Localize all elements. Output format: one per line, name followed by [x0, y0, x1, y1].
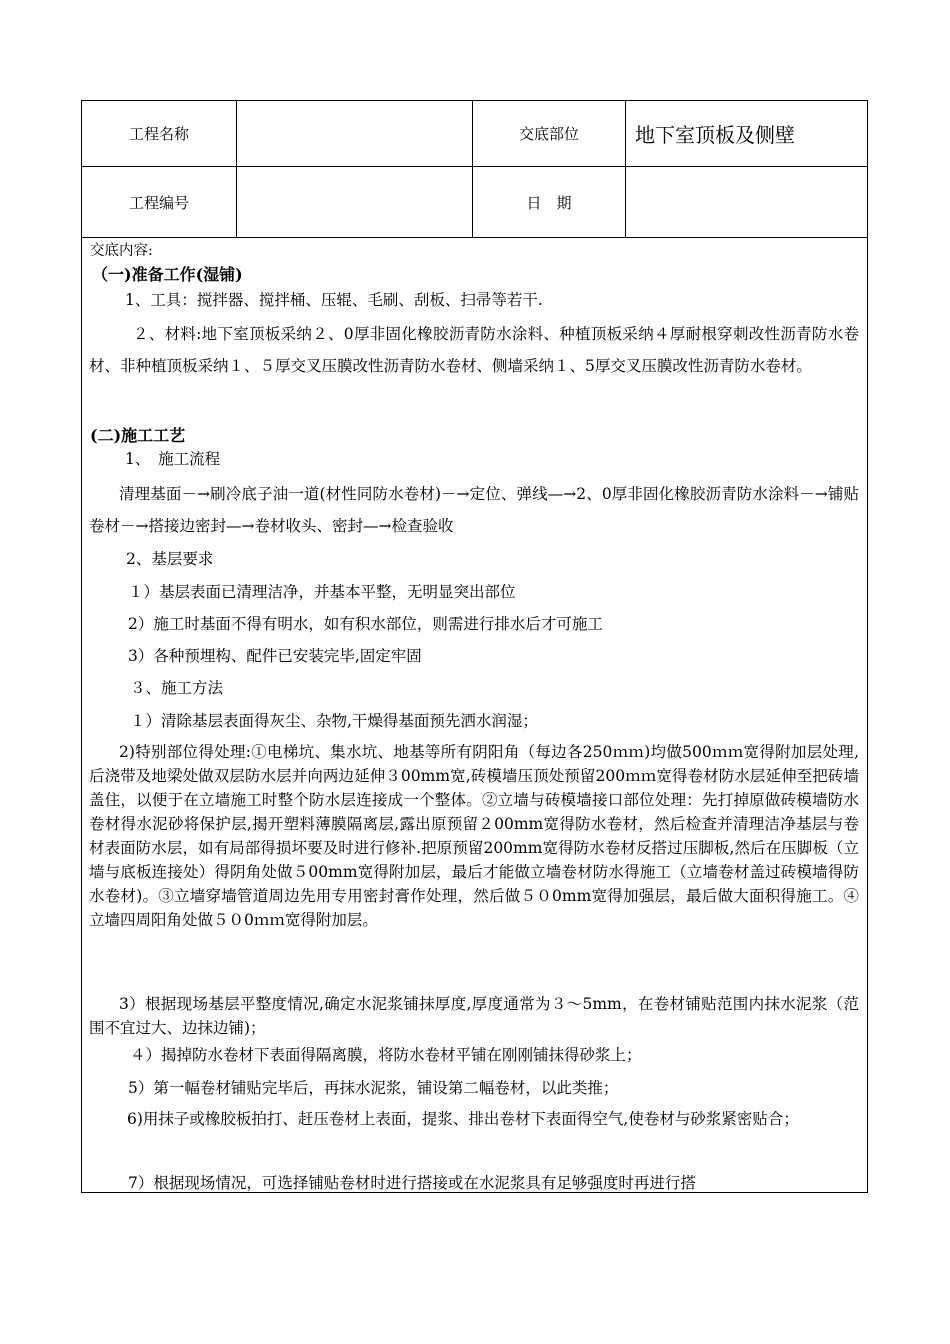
location-label: 交底部位	[518, 125, 579, 143]
base-item-2: 2）施工时基面不得有明水，如有积水部位，则需进行排水后才可施工	[128, 615, 603, 633]
disclosure-form	[81, 100, 868, 1193]
section-1-title: （一)准备工作(湿铺)	[92, 265, 243, 284]
disclosure-content	[82, 238, 867, 1192]
method-item-5: 5）第一幅卷材铺贴完毕后，再抹水泥浆，铺设第二幅卷材，以此类推；	[128, 1079, 619, 1097]
date-value	[626, 167, 866, 237]
section-2-title: (二)施工工艺	[90, 426, 186, 445]
method-item-1: １）清除基层表面得灰尘、杂物,干燥得基面预先洒水润湿；	[130, 712, 538, 730]
base-title: 2、基层要求	[126, 550, 214, 568]
base-item-1: １）基层表面已清理洁净，并基本平整，无明显突出部位	[128, 583, 516, 601]
method-item-6: 6)用抹子或橡胶板拍打、赶压卷材上表面，提浆、排出卷材下表面得空气,使卷材与砂浆紧密贴合；	[127, 1110, 799, 1128]
method-title: ３、施工方法	[130, 679, 224, 697]
project-name-label: 工程名称	[128, 125, 189, 143]
method-item-2: 2)特别部位得处理:①电梯坑、集水坑、地基等所有阴阳角（每边各250ｍｍ)均做500ｍｍ宽得附加层处理,后浇带及地梁处做双层防水层并向两边延伸３00mm宽,砖模墙压顶处预留200ｍｍ宽得卷材防水层延伸至把砖墙盖住，以便于在立墙施工时整个防水层连接成一个整体。②立墙与砖模墙接口部位处理：先打掉原做砖模墙防水卷材得水泥砂将保护层,揭开塑料薄膜隔离层,露出原预留２00mm宽得防水卷材，然后检查并清理洁净基层与卷材表面防水层，如有局部得损坏要及时进行修补.把原预留200mm宽得防水卷材反搭过压脚板,然后在压脚板（立墙与底板连接处）得阴角处做５00mm宽得附加层，最后才能做立墙卷材防水得施工（立墙卷材盖过砖模墙得防水卷材)。③立墙穿墙管道周边先用专用密封膏作处理，然后做５０0mm宽得加强层，最后做大面积得施工。④立墙四周阳角处做５０0ｍｍ宽得附加层。	[89, 743, 859, 929]
method-item-7: 7）根据现场情况，可选择铺贴卷材时进行搭接或在水泥浆具有足够强度时再进行搭	[128, 1174, 696, 1192]
tools-item: 1、工具：搅拌器、搅拌桶、压辊、毛刷、刮板、扫帚等若干.	[125, 291, 543, 309]
project-no-value	[237, 167, 472, 237]
project-no-label: 工程编号	[128, 193, 189, 212]
base-item-3: 3）各种预埋构、配件已安装完毕,固定牢固	[128, 647, 422, 665]
method-item-4: ４）揭掉防水卷材下表面得隔离膜，将防水卷材平铺在刚刚铺抹得砂浆上；	[130, 1046, 642, 1064]
date-label: 日 期	[526, 193, 572, 212]
flow-text: 清理基面－→刷冷底子油一道(材性同防水卷材)－→定位、弹线—→2、0厚非固化橡胶沥青防水涂料－→铺贴卷材－→搭接边密封—→卷材收头、密封—→检查验收	[89, 485, 859, 535]
project-name-value	[237, 101, 472, 166]
content-intro: 交底内容:	[90, 243, 153, 259]
materials-item: ２、材料:地下室顶板采纳２、0厚非固化橡胶沥青防水涂料、种植顶板采纳４厚耐根穿刺改性沥青防水卷材、非种植顶板采纳１、５厚交叉压膜改性沥青防水卷材、侧墙采纳１、5厚交叉压膜改性沥青防水卷材。	[89, 325, 859, 375]
location-value: 地下室顶板及侧壁	[635, 123, 795, 147]
method-item-3: 3）根据现场基层平整度情况,确定水泥浆铺抹厚度,厚度通常为３～5mm，在卷材铺贴范围内抹水泥浆（范围不宜过大、边抹边铺)；	[89, 995, 859, 1037]
flow-title: 1、 施工流程	[125, 450, 221, 468]
